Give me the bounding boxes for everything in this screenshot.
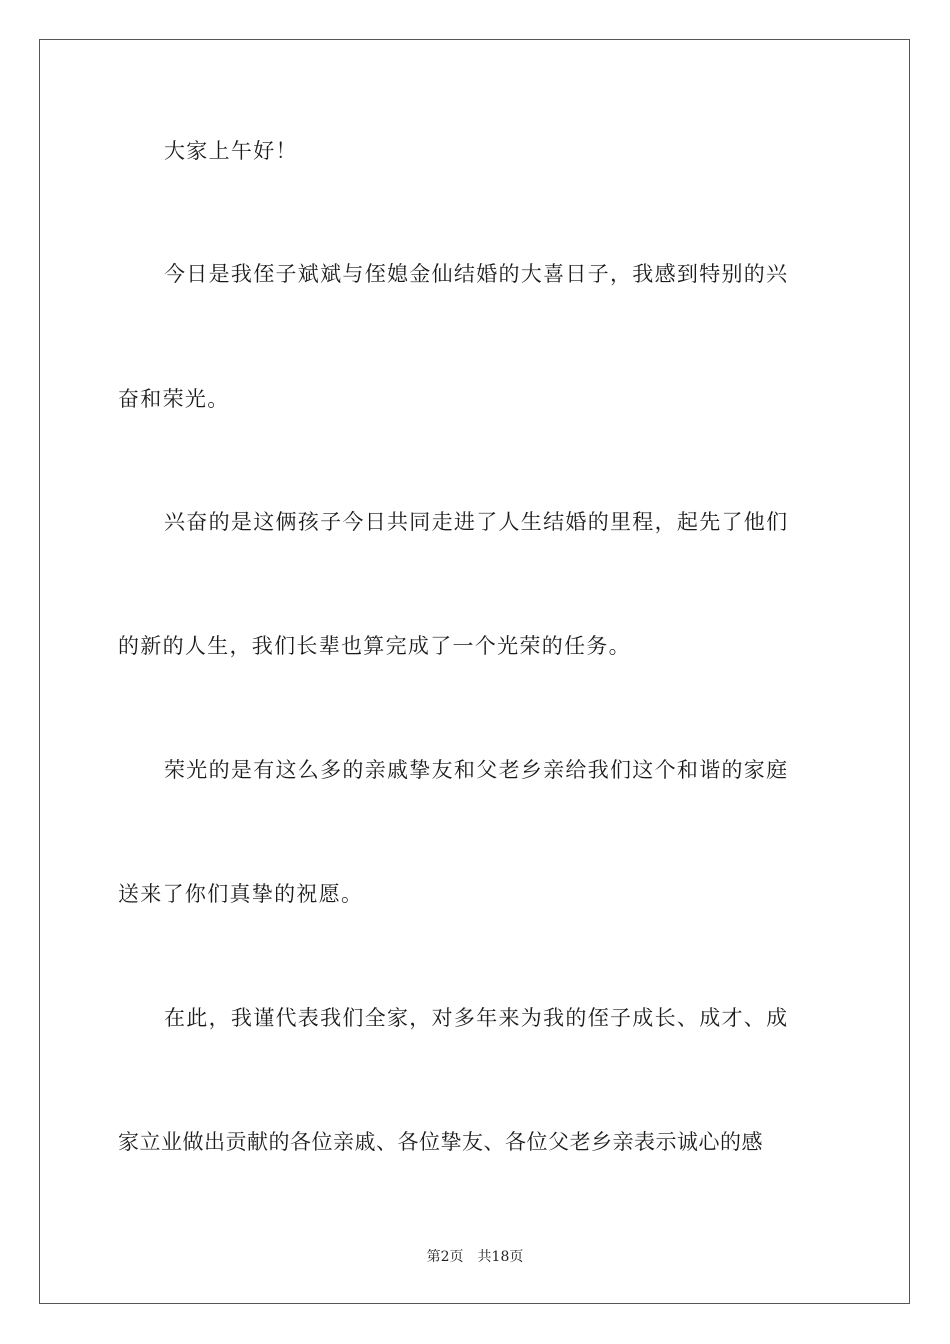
paragraph-2-line-1: 兴奋的是这俩孩子今日共同走进了人生结婚的里程，起先了他们 <box>164 510 789 534</box>
page-footer <box>0 1248 950 1266</box>
page-border <box>39 39 910 1304</box>
paragraph-3-line-2: 送来了你们真挚的祝愿。 <box>118 882 364 906</box>
paragraph-2-line-2: 的新的人生，我们长辈也算完成了一个光荣的任务。 <box>118 634 631 658</box>
page-number: 第2页 <box>426 1249 464 1265</box>
paragraph-4-line-1: 在此，我谨代表我们全家，对多年来为我的侄子成长、成才、成 <box>164 1006 789 1030</box>
paragraph-4-line-2: 家立业做出贡献的各位亲戚、各位挚友、各位父老乡亲表示诚心的感 <box>118 1130 763 1154</box>
paragraph-3-line-1: 荣光的是有这么多的亲戚挚友和父老乡亲给我们这个和谐的家庭 <box>164 758 789 782</box>
greeting-line: 大家上午好！ <box>164 139 298 163</box>
paragraph-1-line-2: 奋和荣光。 <box>118 387 230 411</box>
paragraph-1-line-1: 今日是我侄子斌斌与侄媳金仙结婚的大喜日子，我感到特别的兴 <box>164 262 789 286</box>
page-total: 共18页 <box>477 1249 524 1265</box>
